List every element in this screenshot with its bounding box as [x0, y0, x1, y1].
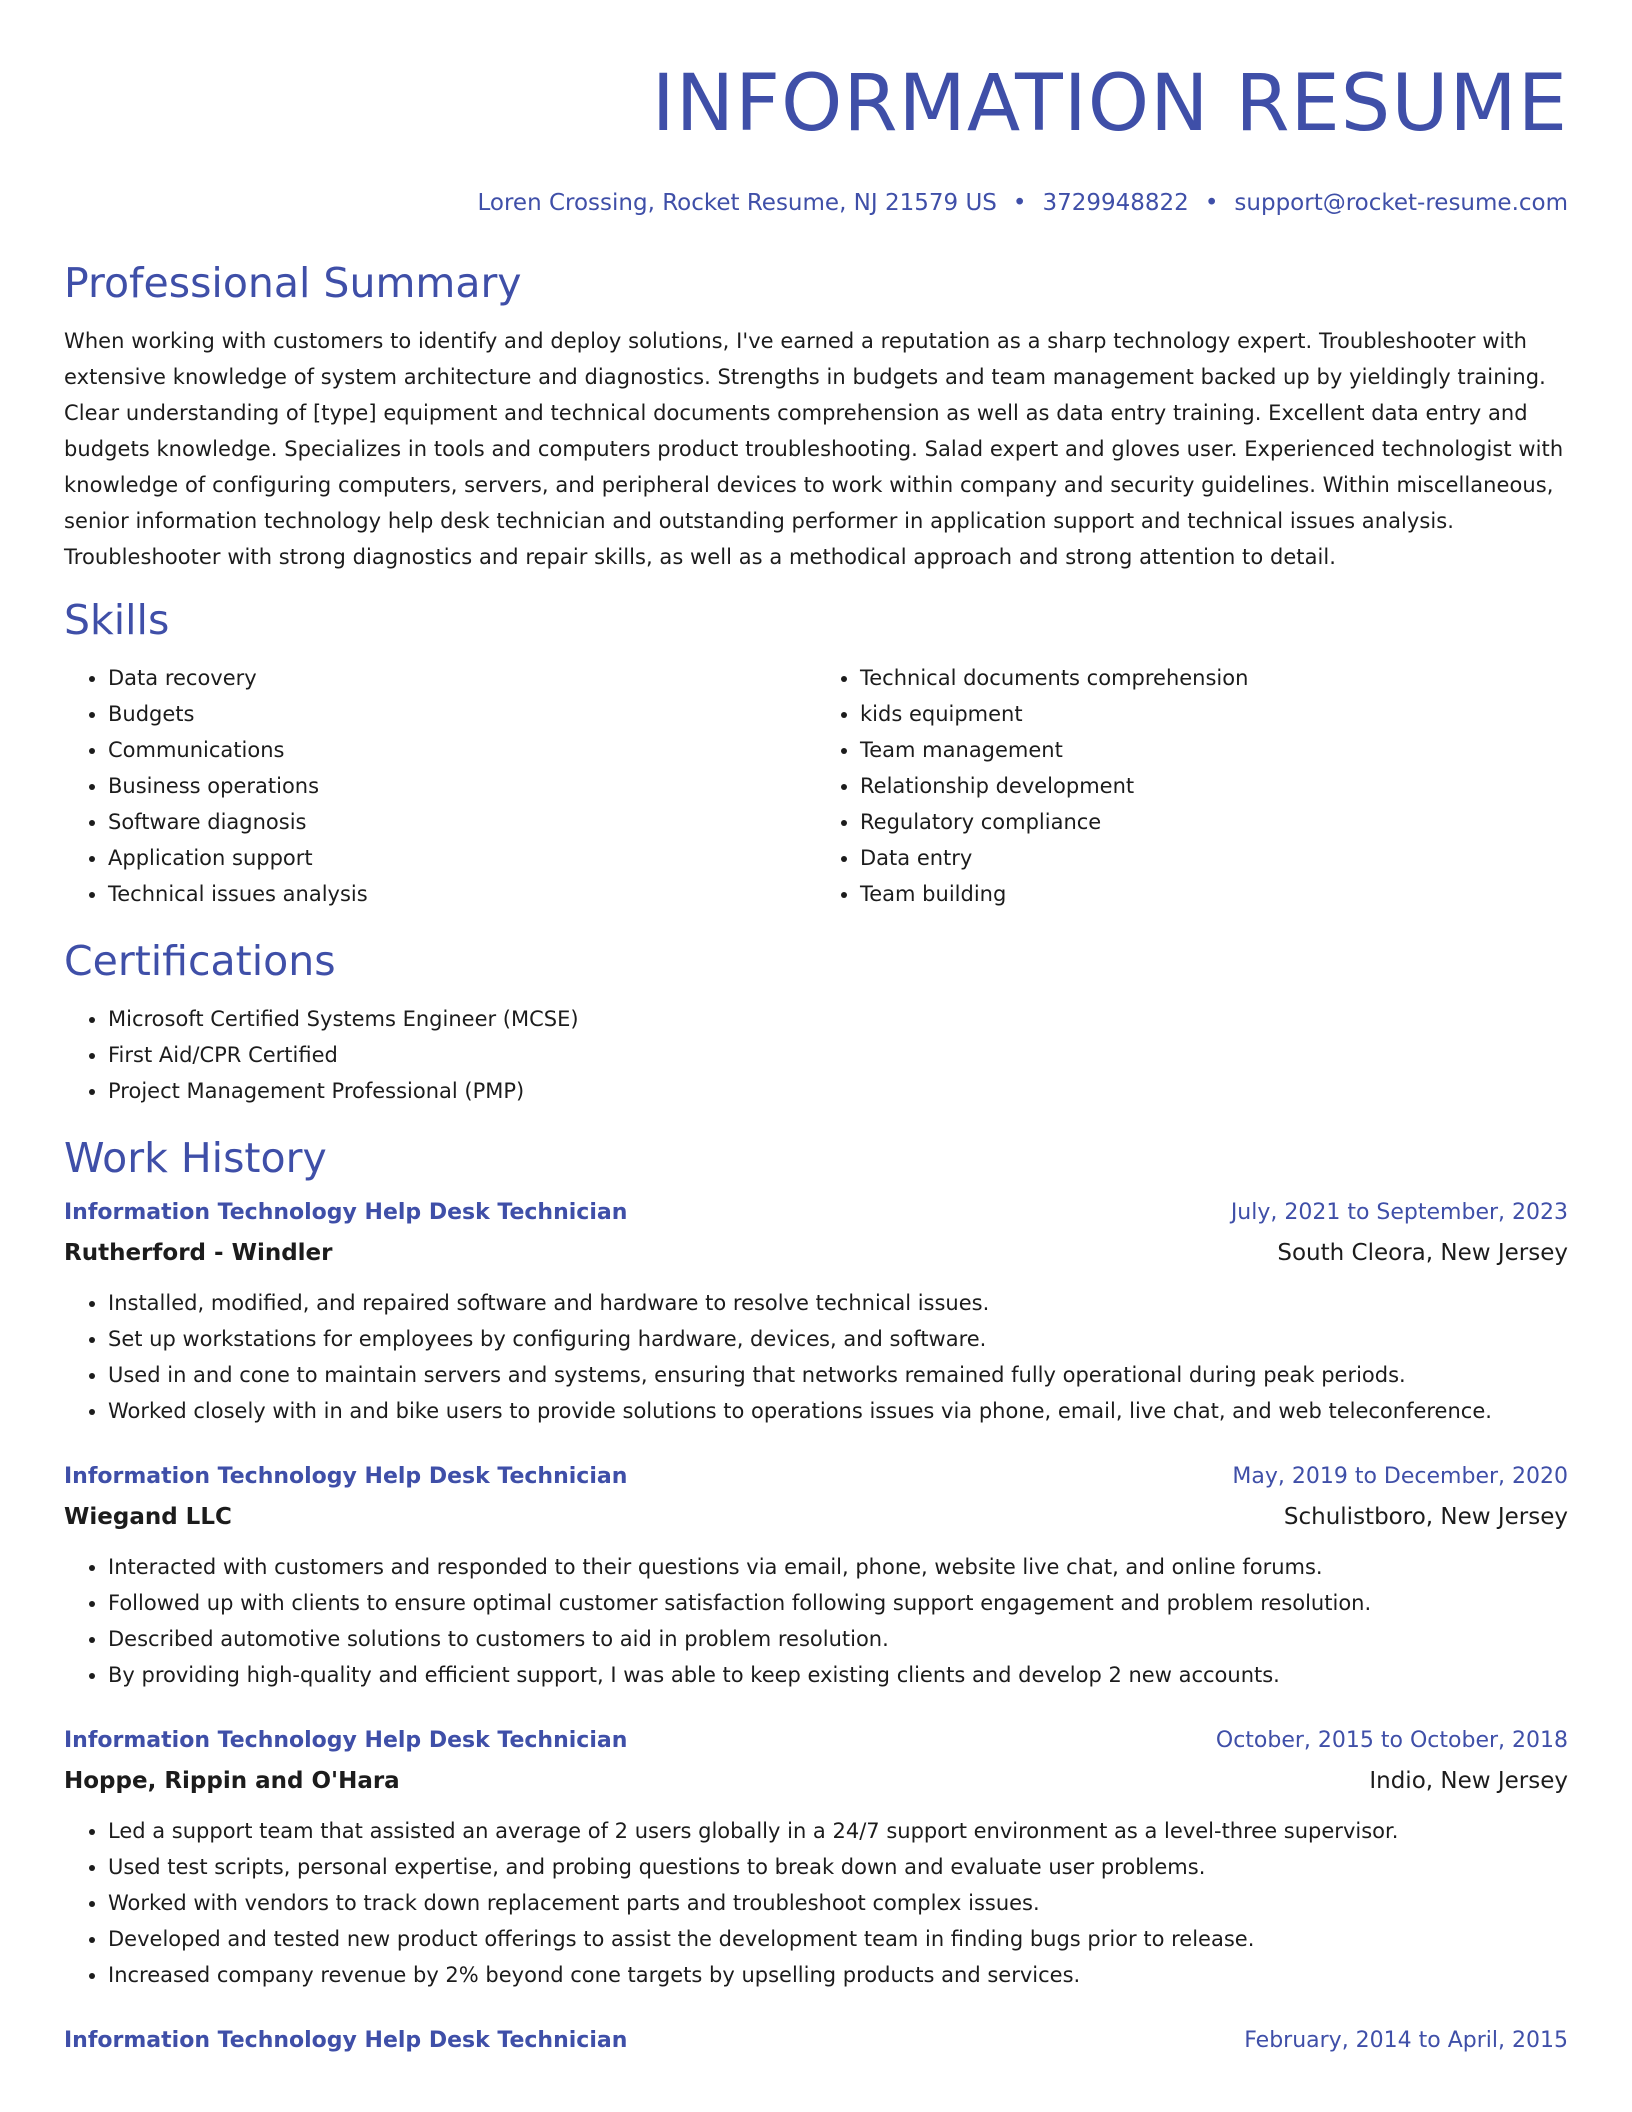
- skill-item: • Communications: [108, 732, 816, 768]
- job-location: Schulistboro, New Jersey: [1283, 1504, 1568, 1530]
- job-entry: [64, 2021, 1568, 2061]
- contact-separator: •: [1204, 190, 1219, 216]
- certification-item: • First Aid/CPR Certified: [108, 1037, 1568, 1073]
- job-bullet: • Used test scripts, personal expertise, and probing questions to break down and evaluate user problems.: [108, 1849, 1568, 1885]
- skill-item: • Team building: [860, 876, 1568, 912]
- contact-email: support@rocket-resume.com: [1234, 190, 1568, 216]
- skill-item: • Technical documents comprehension: [860, 660, 1568, 696]
- job-bullet: • Described automotive solutions to customers to aid in problem resolution.: [108, 1621, 1568, 1657]
- job-entry: [64, 1721, 1568, 1993]
- resume-page: [64, 0, 1568, 2061]
- job-company-row: [64, 1497, 1568, 1537]
- job-bullets: [64, 1813, 1568, 1993]
- skill-item: • Technical issues analysis: [108, 876, 816, 912]
- job-entry: [64, 1457, 1568, 1693]
- job-bullet: • By providing high-quality and efficient support, I was able to keep existing clients and develop 2 new accounts.: [108, 1657, 1568, 1693]
- job-bullet: • Installed, modified, and repaired software and hardware to resolve technical issues.: [108, 1285, 1568, 1321]
- skills-list-right: [816, 660, 1568, 912]
- job-bullets: [64, 1285, 1568, 1429]
- job-bullet: • Set up workstations for employees by configuring hardware, devices, and software.: [108, 1321, 1568, 1357]
- skill-item: • Application support: [108, 840, 816, 876]
- certifications-heading: Certifications: [64, 937, 336, 985]
- job-bullet: • Followed up with clients to ensure optimal customer satisfaction following support engagement and problem resolution.: [108, 1585, 1568, 1621]
- skill-item: • Data entry: [860, 840, 1568, 876]
- job-bullet: • Used in and cone to maintain servers and systems, ensuring that networks remained fully operational during peak periods.: [108, 1357, 1568, 1393]
- job-dates: May, 2019 to December, 2020: [1232, 1464, 1568, 1489]
- job-header-row: [64, 2021, 1568, 2061]
- job-bullet: • Worked with vendors to track down replacement parts and troubleshoot complex issues.: [108, 1885, 1568, 1921]
- resume-name: INFORMATION RESUME: [651, 59, 1568, 149]
- summary-text: When working with customers to identify and deploy solutions, I've earned a reputation as a sharp technology expert. Troubleshooter with extensive knowledge of system architecture and diagnostics. Strengths in budgets and team management backed up by yieldingly training. Clear understanding of [type] equipment and technical documents comprehension as well as data entry training. Excellent data entry and budgets knowledge. Specializes in tools and computers product troubleshooting. Salad expert and gloves user. Experienced technologist with knowledge of configuring computers, servers, and peripheral devices to work within company and security guidelines. Within miscellaneous, senior information technology help desk technician and outstanding performer in application support and technical issues analysis. Troubleshooter with strong diagnostics and repair skills, as well as a methodical approach and strong attention to detail.: [64, 329, 1564, 569]
- job-bullet: • Developed and tested new product offerings to assist the development team in finding bugs prior to release.: [108, 1921, 1568, 1957]
- skill-item: • Relationship development: [860, 768, 1568, 804]
- skill-item: • Regulatory compliance: [860, 804, 1568, 840]
- job-company-row: [64, 1233, 1568, 1273]
- job-bullet: • Interacted with customers and responded to their questions via email, phone, website live chat, and online forums.: [108, 1549, 1568, 1585]
- skill-item: • Data recovery: [108, 660, 816, 696]
- job-header-row: [64, 1721, 1568, 1761]
- job-bullet: • Increased company revenue by 2% beyond cone targets by upselling products and services.: [108, 1957, 1568, 1993]
- skills-heading: Skills: [64, 596, 170, 644]
- certifications-list: [64, 1001, 1568, 1109]
- skill-item: • kids equipment: [860, 696, 1568, 732]
- job-company: Rutherford - Windler: [64, 1240, 333, 1266]
- job-dates: July, 2021 to September, 2023: [1230, 1200, 1568, 1225]
- skill-item: • Team management: [860, 732, 1568, 768]
- job-company: Hoppe, Rippin and O'Hara: [64, 1768, 400, 1794]
- contact-line: [64, 188, 1568, 218]
- job-entry: [64, 1193, 1568, 1429]
- job-title: Information Technology Help Desk Technician: [64, 2028, 628, 2053]
- job-company: Wiegand LLC: [64, 1504, 232, 1530]
- job-location: Indio, New Jersey: [1369, 1768, 1568, 1794]
- contact-phone: 3729948822: [1042, 190, 1189, 216]
- work-history-heading: Work History: [64, 1134, 327, 1182]
- skills-list-left: [64, 660, 816, 912]
- job-bullets: [64, 1549, 1568, 1693]
- job-header-row: [64, 1193, 1568, 1233]
- job-dates: February, 2014 to April, 2015: [1244, 2028, 1568, 2053]
- job-title: Information Technology Help Desk Technician: [64, 1200, 628, 1225]
- contact-address: Loren Crossing, Rocket Resume, NJ 21579 US: [477, 190, 997, 216]
- job-dates: October, 2015 to October, 2018: [1215, 1728, 1568, 1753]
- skill-item: • Business operations: [108, 768, 816, 804]
- skill-item: • Budgets: [108, 696, 816, 732]
- job-title: Information Technology Help Desk Technician: [64, 1728, 628, 1753]
- skills-columns: [64, 660, 1568, 912]
- certification-item: • Microsoft Certified Systems Engineer (MCSE): [108, 1001, 1568, 1037]
- job-header-row: [64, 1457, 1568, 1497]
- job-title: Information Technology Help Desk Technician: [64, 1464, 628, 1489]
- job-bullet: • Worked closely with in and bike users to provide solutions to operations issues via phone, email, live chat, and web teleconference.: [108, 1393, 1568, 1429]
- job-bullet: • Led a support team that assisted an average of 2 users globally in a 24/7 support environment as a level-three supervisor.: [108, 1813, 1568, 1849]
- skill-item: • Software diagnosis: [108, 804, 816, 840]
- certification-item: • Project Management Professional (PMP): [108, 1073, 1568, 1109]
- summary-heading: Professional Summary: [64, 259, 522, 307]
- job-location: South Cleora, New Jersey: [1277, 1240, 1568, 1266]
- job-company-row: [64, 1761, 1568, 1801]
- contact-separator: •: [1012, 190, 1027, 216]
